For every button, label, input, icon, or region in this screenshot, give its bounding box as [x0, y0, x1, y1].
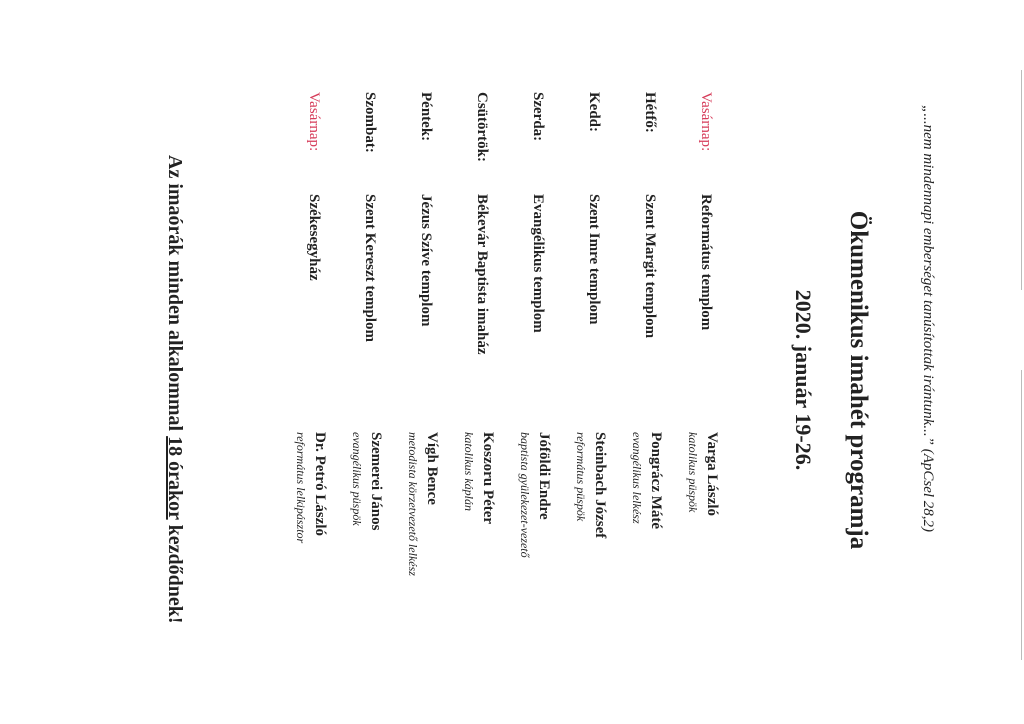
schedule-row — [676, 92, 720, 652]
speaker-role: református lelkipásztor — [294, 432, 308, 544]
speaker-role: katolikus püspök — [686, 432, 700, 513]
schedule-row — [564, 92, 608, 652]
day-label: Szerda: — [530, 92, 546, 142]
footer-text-before: Az imaórák minden alkalommal — [164, 155, 186, 437]
footer-time: 18 órakor — [164, 436, 186, 520]
venue-name: Református templom — [698, 194, 714, 331]
speaker-name: Varga László — [704, 432, 720, 517]
schedule-row — [340, 92, 384, 652]
schedule-row — [452, 92, 496, 652]
footer-text-after: kezdődnek! — [164, 519, 186, 624]
day-label: Péntek: — [418, 92, 434, 142]
schedule-row — [396, 92, 440, 652]
venue-name: Szent Kereszt templom — [362, 194, 378, 343]
speaker-name: Koszoru Péter — [480, 432, 496, 525]
schedule-row — [284, 92, 328, 652]
venue-name: Székesegyház — [306, 194, 322, 281]
day-label: Hétfő: — [642, 92, 658, 133]
footer-note — [163, 155, 186, 624]
venue-name: Evangélikus templom — [530, 194, 546, 333]
speaker-role: baptista gyülekezet-vezető — [518, 432, 532, 558]
venue-name: Jézus Szíve templom — [418, 194, 434, 327]
schedule-row — [620, 92, 664, 652]
speaker-name: Vígh Bence — [424, 432, 440, 505]
day-label: Vasárnap: — [306, 92, 322, 152]
day-label: Vasárnap: — [698, 92, 714, 152]
venue-name: Békevár Baptista imaház — [474, 194, 490, 355]
scan-artifact-line — [1021, 370, 1022, 660]
day-label: Csütörtök: — [474, 92, 490, 162]
schedule-row — [508, 92, 552, 652]
page-title: Ökumenikus imahét programja — [845, 210, 872, 550]
speaker-role: katolikus káplán — [462, 432, 476, 511]
bible-quote: „...nem mindennapi emberséget tanúsítottak irántunk...” (ApCsel 28,2) — [920, 105, 936, 533]
speaker-name: Dr. Petró László — [312, 432, 328, 537]
venue-name: Szent Margit templom — [642, 194, 658, 339]
venue-name: Szent Imre templom — [586, 194, 602, 325]
speaker-role: református püspök — [574, 432, 588, 522]
speaker-role: evangélikus lelkész — [630, 432, 644, 524]
speaker-name: Steinbach József — [592, 432, 608, 539]
event-date: 2020. január 19-26. — [791, 289, 816, 471]
speaker-name: Jóföldi Endre — [536, 432, 552, 520]
speaker-name: Szemerei János — [368, 432, 384, 531]
speaker-role: evangélikus püspök — [350, 432, 364, 526]
day-label: Kedd: — [586, 92, 602, 133]
scan-artifact-line — [1021, 70, 1022, 290]
speaker-role: metodista körzetvezető lelkész — [406, 432, 420, 576]
day-label: Szombat: — [362, 92, 378, 153]
speaker-name: Pongrácz Máté — [648, 432, 664, 530]
